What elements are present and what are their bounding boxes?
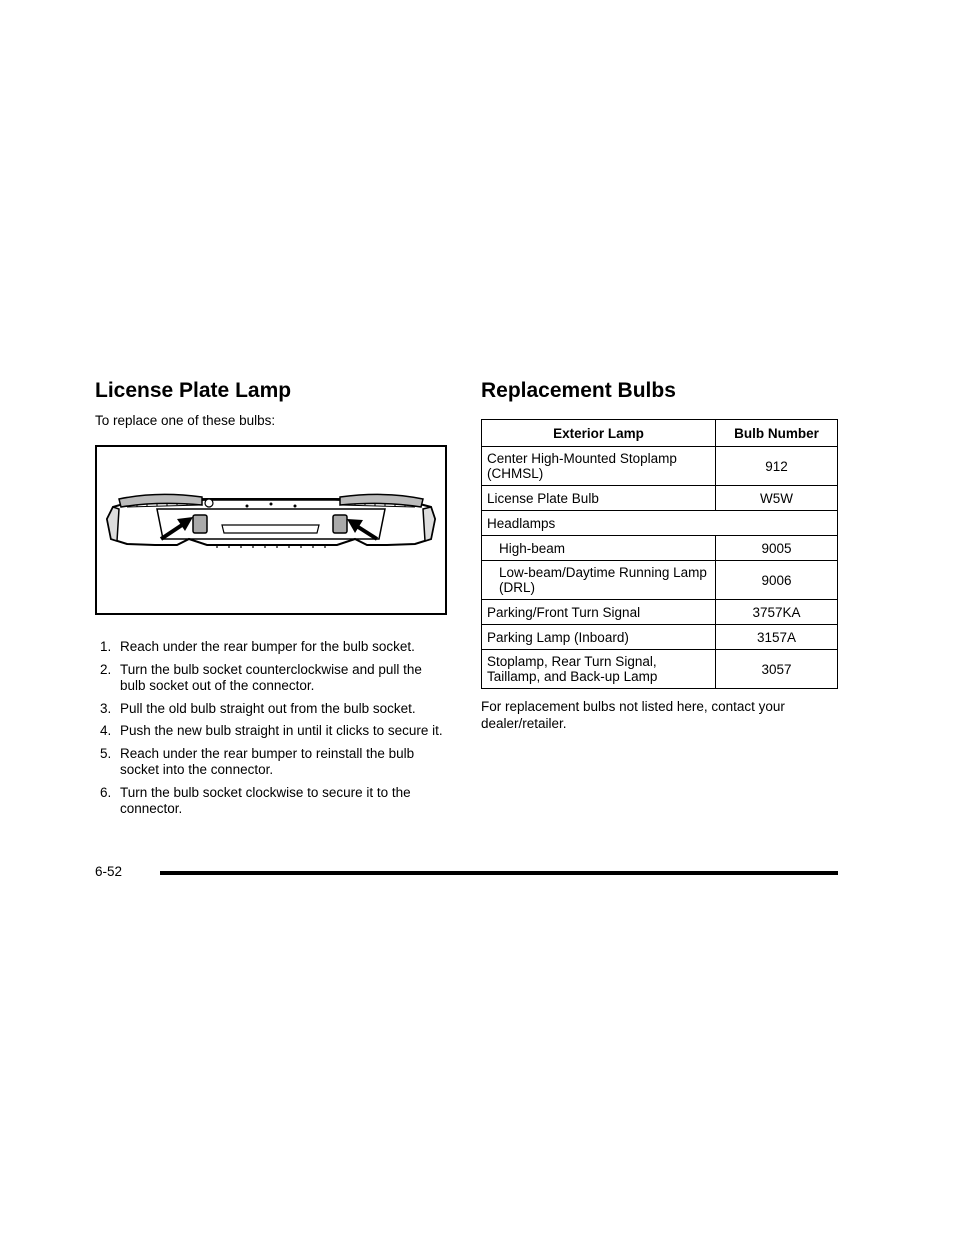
replacement-bulbs-section <box>481 378 838 732</box>
lamp-cell: Low-beam/Daytime Running Lamp (DRL) <box>482 561 716 600</box>
footer-rule <box>160 871 838 875</box>
table-row <box>482 650 838 689</box>
table-header-row <box>482 420 838 447</box>
bulb-cell: 912 <box>716 447 838 486</box>
page-number: 6-52 <box>95 864 123 879</box>
table-row <box>482 561 838 600</box>
rear-bumper-illustration <box>95 445 447 615</box>
list-item: 2. Turn the bulb socket counterclockwise and pull the bulb socket out of the connector. <box>100 661 422 693</box>
bumper-drawing <box>97 447 445 613</box>
table-row <box>482 536 838 561</box>
contact-dealer-note: For replacement bulbs not listed here, contact your dealer/retailer. <box>481 699 785 731</box>
column-header-bulb-number: Bulb Number <box>716 420 838 447</box>
lamp-cell: License Plate Bulb <box>482 486 716 511</box>
lamp-cell: Stoplamp, Rear Turn Signal, Taillamp, and Back-up Lamp <box>482 650 716 689</box>
bulb-cell: W5W <box>716 486 838 511</box>
section-title-license-plate-lamp: License Plate Lamp <box>95 379 292 402</box>
list-item: 3. Pull the old bulb straight out from the bulb socket. <box>100 700 416 716</box>
bulb-table <box>481 419 838 689</box>
list-item: 5. Reach under the rear bumper to reinstall the bulb socket into the connector. <box>100 745 415 777</box>
bulb-cell: 3057 <box>716 650 838 689</box>
list-item: 6. Turn the bulb socket clockwise to secure it to the connector. <box>100 784 411 816</box>
section-title-replacement-bulbs: Replacement Bulbs <box>481 379 676 402</box>
steps-list <box>95 639 447 818</box>
table-row <box>482 486 838 511</box>
table-row <box>482 625 838 650</box>
column-header-exterior-lamp: Exterior Lamp <box>482 420 716 447</box>
table-row <box>482 511 838 536</box>
license-plate-lamp-section <box>95 378 447 824</box>
lamp-cell: Parking Lamp (Inboard) <box>482 625 716 650</box>
lamp-cell: High-beam <box>482 536 716 561</box>
list-item: 1. Reach under the rear bumper for the bulb socket. <box>100 639 415 654</box>
lamp-cell: Center High-Mounted Stoplamp (CHMSL) <box>482 447 716 486</box>
bulb-cell: 9005 <box>716 536 838 561</box>
table-row <box>482 447 838 486</box>
intro-text: To replace one of these bulbs: <box>95 413 276 428</box>
bulb-cell: 9006 <box>716 561 838 600</box>
table-row <box>482 600 838 625</box>
lamp-cell: Parking/Front Turn Signal <box>482 600 716 625</box>
list-item: 4. Push the new bulb straight in until it clicks to secure it. <box>100 723 443 738</box>
bulb-cell: 3757KA <box>716 600 838 625</box>
lamp-group-cell: Headlamps <box>482 511 838 536</box>
bulb-cell: 3157A <box>716 625 838 650</box>
